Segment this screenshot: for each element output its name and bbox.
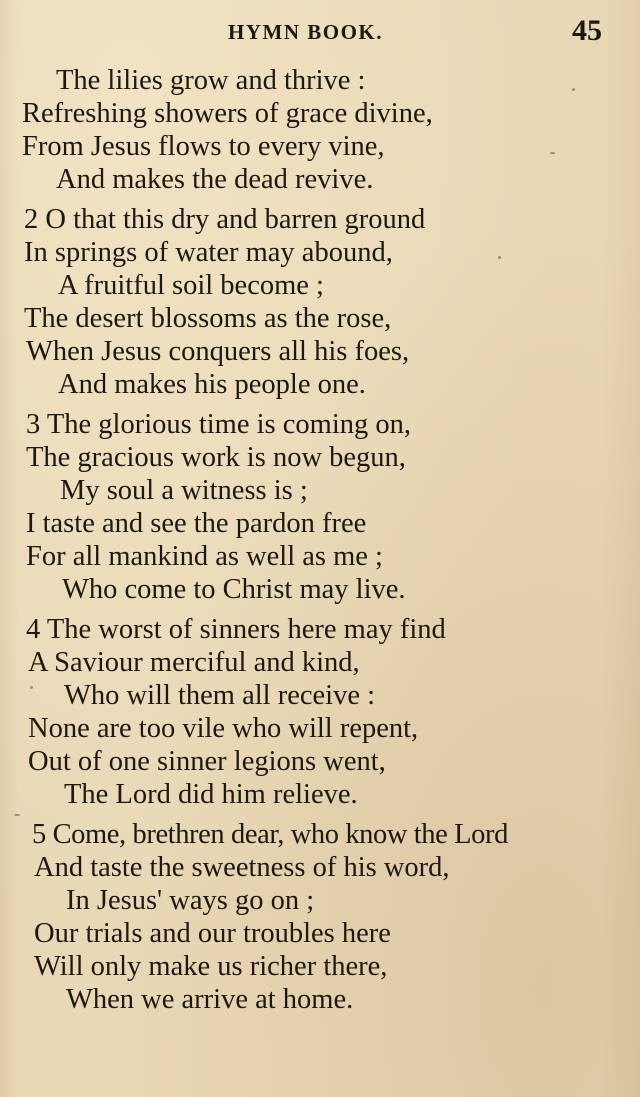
verse-line: In springs of water may abound, [24,237,393,268]
verse-line: Refreshing showers of grace divine, [22,98,433,129]
page-number: 45 [572,14,602,47]
verse-line: 5 Come, brethren dear, who know the Lord [32,819,508,850]
verse-line: For all mankind as well as me ; [26,541,383,572]
verse-line: None are too vile who will repent, [28,713,419,744]
verse-line: 2 O that this dry and barren ground [24,204,426,235]
verse-line: Out of one sinner legions went, [28,746,386,777]
verse-line: And makes his people one. [58,369,366,400]
verse-line: Will only make us richer there, [34,951,388,982]
page-header [0,14,640,54]
verse-line: From Jesus flows to every vine, [22,131,385,162]
verse-line: Who come to Christ may live. [62,574,406,605]
verse-line: The gracious work is now begun, [26,442,406,473]
stanza-4 [22,613,622,811]
stanza-1 [22,64,622,196]
stanza-2 [22,203,622,401]
verse-line: When we arrive at home. [66,984,354,1015]
verse-line: My soul a witness is ; [60,475,308,506]
paper-speck [30,686,33,689]
verse-line: Our trials and our troubles here [34,918,391,949]
verse-line: A Saviour merciful and kind, [28,647,360,678]
verse-line: When Jesus conquers all his foes, [26,336,410,367]
verse-line: I taste and see the pardon free [26,508,367,539]
verse-line: And taste the sweetness of his word, [34,852,450,883]
verse-line: Who will them all receive : [64,680,376,711]
hymn-text [22,64,622,1016]
verse-line: And makes the dead revive. [56,164,374,195]
verse-line: A fruitful soil become ; [58,270,324,301]
paper-speck [572,88,575,91]
verse-line: The lilies grow and thrive : [56,65,366,96]
paper-speck [14,814,20,816]
verse-line: In Jesus' ways go on ; [66,885,315,916]
paper-speck [550,152,555,154]
verse-line: The Lord did him relieve. [64,779,358,810]
verse-line: 3 The glorious time is coming on, [26,409,411,440]
running-title: HYMN BOOK. [228,20,383,44]
paper-speck [498,256,501,259]
stanza-5 [22,818,622,1016]
verse-line: 4 The worst of sinners here may find [26,614,446,645]
verse-line: The desert blossoms as the rose, [24,303,392,334]
stanza-3 [22,408,622,606]
